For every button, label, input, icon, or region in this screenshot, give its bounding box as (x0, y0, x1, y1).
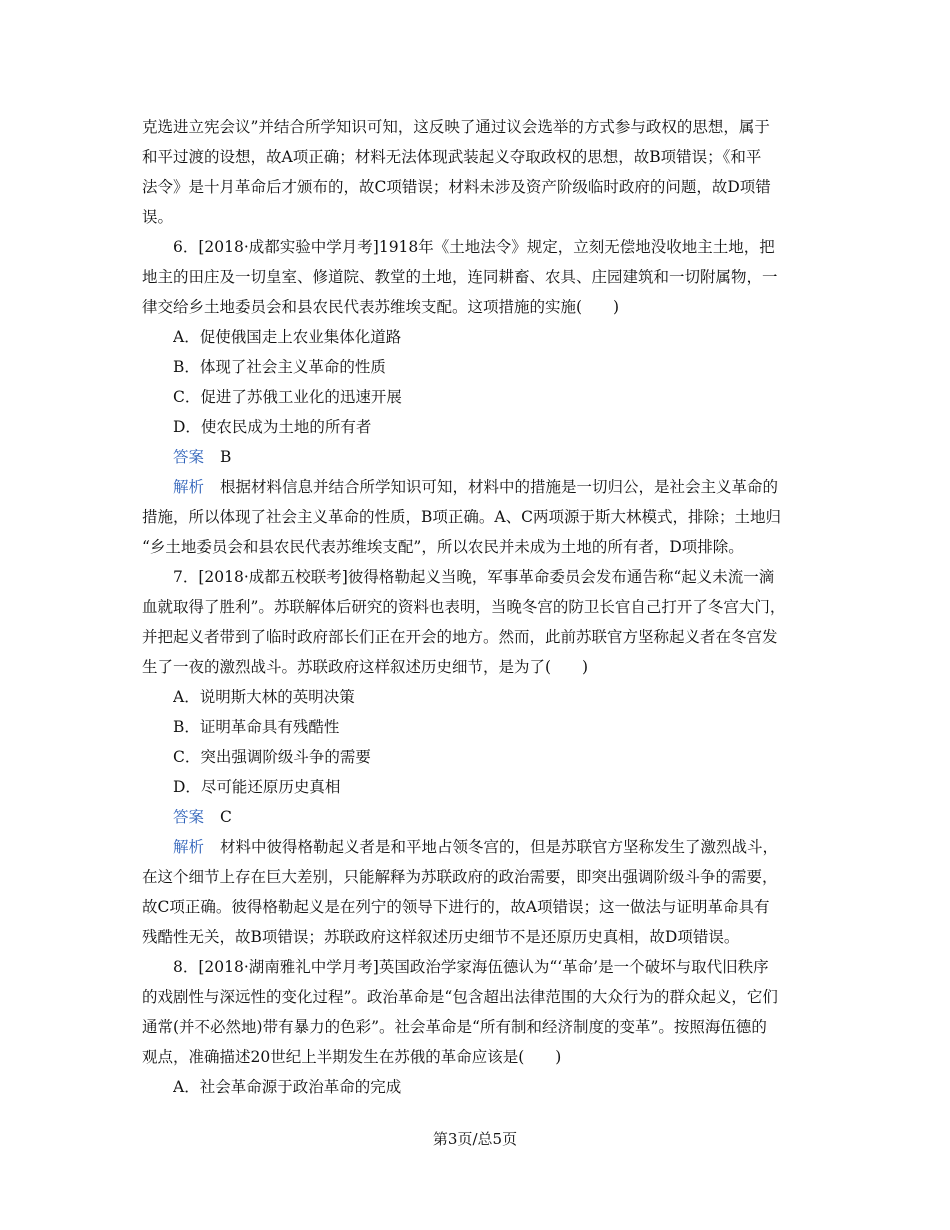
q6-analysis-line: 措施，所以体现了社会主义革命的性质，B项正确。A、C两项源于斯大林模式，排除；土地归 (142, 508, 781, 526)
q7-analysis (173, 832, 813, 862)
prev-explanation-line: 和平过渡的设想，故A项正确；材料无法体现武装起义夺取政权的思想，故B项错误；《和平 (142, 148, 762, 166)
q6-answer (173, 442, 813, 472)
q7-option-d: D．尽可能还原历史真相 (173, 778, 341, 796)
q7-option-b: B．证明革命具有残酷性 (173, 718, 340, 736)
q7-option-a: A．说明斯大林的英明决策 (173, 688, 355, 706)
q7-stem: 并把起义者带到了临时政府部长们正在开会的地方。然而，此前苏联官方坚称起义者在冬宫发 (142, 628, 778, 646)
q8-stem: 通常(并不必然地)带有暴力的色彩”。社会革命是“所有制和经济制度的变革”。按照海伍德的 (142, 1018, 767, 1036)
q8-option-a: A．社会革命源于政治革命的完成 (173, 1078, 402, 1096)
prev-explanation-line: 误。 (142, 208, 174, 226)
q6-stem: 律交给乡土地委员会和县农民代表苏维埃支配。这项措施的实施( ) (142, 298, 620, 316)
q6-stem: 6．[2018·成都实验中学月考]1918年《土地法令》规定，立刻无偿地没收地主土地，把 (173, 238, 775, 256)
q8-stem: 8．[2018·湖南雅礼中学月考]英国政治学家海伍德认为“‘革命’是一个破坏与取代旧秩序 (173, 958, 769, 976)
q7-analysis-line: 在这个细节上存在巨大差别，只能解释为苏联政府的政治需要，即突出强调阶级斗争的需要， (142, 868, 778, 886)
answer-value: B (220, 448, 232, 466)
analysis-text: 材料中彼得格勒起义者是和平地占领冬宫的，但是苏联官方坚称发生了激烈战斗， (220, 838, 779, 856)
prev-explanation-line: 法令》是十月革命后才颁布的，故C项错误；材料未涉及资产阶级临时政府的问题，故D项错 (142, 178, 771, 196)
analysis-label: 解析 (173, 838, 205, 856)
q6-stem: 地主的田庄及一切皇室、修道院、教堂的土地，连同耕畜、农具、庄园建筑和一切附属物，一 (142, 268, 778, 286)
q7-option-c: C．突出强调阶级斗争的需要 (173, 748, 371, 766)
analysis-label: 解析 (173, 478, 205, 496)
answer-label: 答案 (173, 808, 205, 826)
q8-stem: 观点，准确描述20世纪上半期发生在苏俄的革命应该是( ) (142, 1048, 562, 1066)
q7-stem: 血就取得了胜利”。苏联解体后研究的资料也表明，当晚冬宫的防卫长官自己打开了冬宫大门， (142, 598, 786, 616)
q7-stem: 7．[2018·成都五校联考]彼得格勒起义当晚，军事革命委员会发布通告称“起义未流一滴 (173, 568, 775, 586)
q8-stem: 的戏剧性与深远性的变化过程”。政治革命是“包含超出法律范围的大众行为的群众起义，它们 (142, 988, 778, 1006)
answer-label: 答案 (173, 448, 205, 466)
q7-analysis-line: 故C项正确。彼得格勒起义是在列宁的领导下进行的，故A项错误；这一做法与证明革命具有 (142, 898, 770, 916)
page-footer: 第3页/总5页 (432, 1130, 518, 1148)
q6-analysis-line: “乡土地委员会和县农民代表苏维埃支配”，所以农民并未成为土地的所有者，D项排除。 (142, 538, 744, 556)
q6-option-d: D．使农民成为土地的所有者 (173, 418, 372, 436)
prev-explanation-line: 克选进立宪会议”并结合所学知识可知，这反映了通过议会选举的方式参与政权的思想，属于 (142, 118, 770, 136)
q7-answer (173, 802, 813, 832)
q7-stem: 生了一夜的激烈战斗。苏联政府这样叙述历史细节，是为了( ) (142, 658, 589, 676)
q6-option-c: C．促进了苏俄工业化的迅速开展 (173, 388, 402, 406)
q6-analysis (173, 472, 813, 502)
answer-value: C (220, 808, 232, 826)
analysis-text: 根据材料信息并结合所学知识可知，材料中的措施是一切归公，是社会主义革命的 (220, 478, 779, 496)
q6-option-a: A．促使俄国走上农业集体化道路 (173, 328, 402, 346)
q6-option-b: B．体现了社会主义革命的性质 (173, 358, 386, 376)
q7-analysis-line: 残酷性无关，故B项错误；苏联政府这样叙述历史细节不是还原历史真相，故D项错误。 (142, 928, 740, 946)
